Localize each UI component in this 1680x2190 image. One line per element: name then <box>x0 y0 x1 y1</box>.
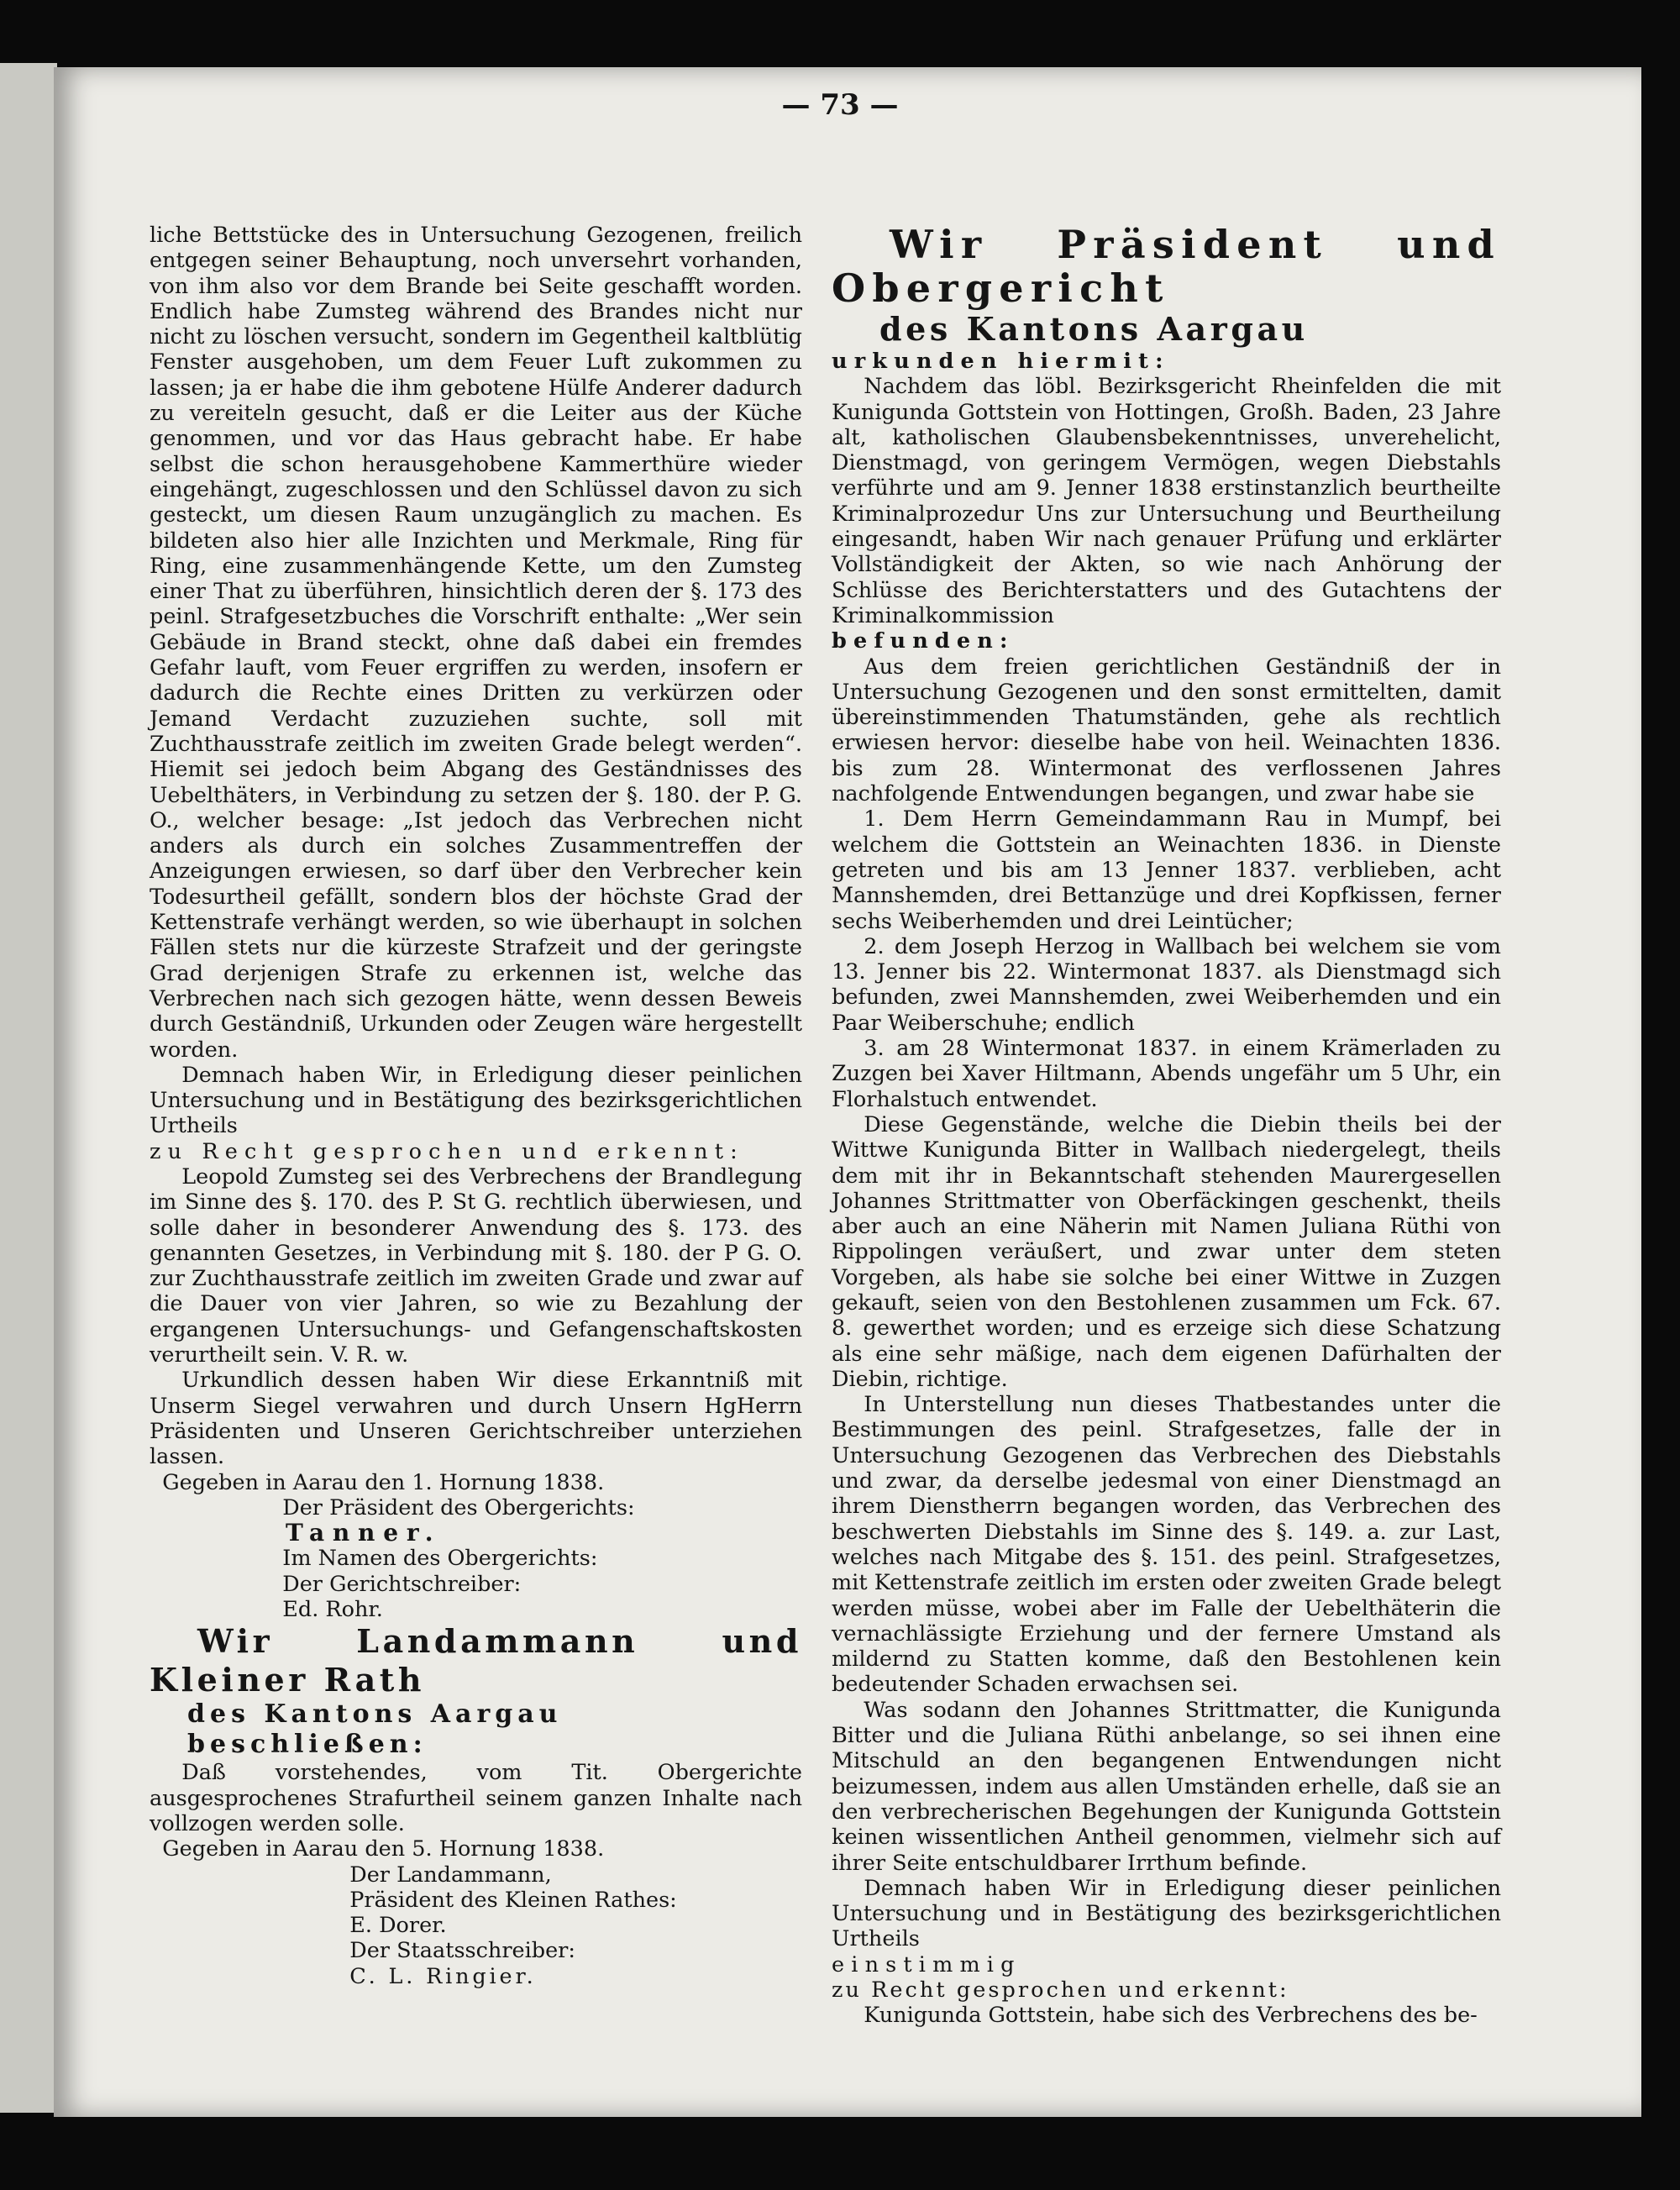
right-paragraph-7: Kunigunda Gottstein, habe sich des Verbrechens des be- <box>864 2003 1478 2029</box>
left-paragraph-1: liche Bettstücke des in Untersuchung Gezogenen, freilich entgegen seiner Behauptung, noch unversehrt vorhanden, von ihm also vor dem Brande bei Seite geschafft worden. Endlich habe Zumsteg während des Brandes nicht nur nicht zu löschen versucht, sondern im Gegentheil kaltblütig Fenster ausgehoben, um dem Feuer Luft zukommen zu lassen; ja er habe die ihm gebotene Hülfe Anderer dadurch zu vereiteln gesucht, daß er die Leiter aus der Küche genommen, und vor das Haus gebracht habe. Er habe selbst die schon herausgehobene Kammerthüre wieder eingehängt, zugeschlossen und den Schlüssel davon zu sich gesteckt, um diesen Raum unzugänglich zu machen. Es bildeten also hier alle Inzichten und Merkmale, Ring für Ring, eine zusammenhängende Kette, um den Zumsteg einer That zu überführen, hinsichtlich deren der §. 173 des peinl. Strafgesetzbuches die Vorschrift enthalte: „Wer sein Gebäude in Brand steckt, ohne daß dabei ein fremdes Gefahr lauft, vom Feuer ergriffen zu werden, insofern er dadurch die Rechte eines Dritten zu verkürzen oder Jemand Verdacht zuzuziehen suchte, soll mit Zuchthausstrafe zeitlich im zweiten Grade belegt werden“. Hiemit sei jedoch beim Abgang des Geständnisses des Uebelthäters, in Verbindung zu setzen der §. 180. der P. G. O., welcher besage: „Ist jedoch das Verbrechen nicht anders als durch ein solches Zusammentreffen der Anzeigungen erwiesen, so darf über den Verbrecher kein Todesurtheil gefällt, sondern blos der höchste Grad der Kettenstrafe verhängt werden, so wie überhaupt in solchen Fällen stets nur die kürzeste Strafzeit und der geringste Grad derjenigen Strafe zu erkennen ist, welche das Verbrechen nach sich gezogen hätte, wenn dessen Beweis durch Geständniß, Urkunden oder Zeugen wäre hergestellt worden. <box>150 223 802 1063</box>
signature-name-tanner: Tanner. <box>286 1519 442 1547</box>
right-paragraph-1: Nachdem das löbl. Bezirksgericht Rheinfelden die mit Kunigunda Gottstein von Hottingen, Großh. Baden, 23 Jahre alt, katholischen Glaubensbekenntnisses, unverehelicht, Dienstmagd, von geringem Vermögen, wegen Diebstahls verführte und am 9. Jenner 1838 erstinstanzlich beurtheilte Kriminalprozedur Uns zur Untersuchung und Beurtheilung eingesandt, haben Wir nach genauer Prüfung und erklärter Vollständigkeit der Akten, so wie nach Anhörung der Schlüsse des Berichterstatters und des Gutachtens der Kriminalkommission <box>832 374 1501 628</box>
page-number: — 73 — <box>781 88 899 122</box>
left-given-date-1: Gegeben in Aarau den 1. Hornung 1838. <box>162 1469 605 1495</box>
right-paragraph-4: In Unterstellung nun dieses Thatbestandes unter die Bestimmungen des peinl. Strafgesetzes, falle der in Untersuchung Gezogenen das Verbrechen des Diebstahls und zwar, da derselbe jedesmal von einer Dienstmagd an ihrem Dienstherrn begangen worden, das Verbrechen des beschwerten Diebstahls im Sinne des §. 149. a. zur Last, welches nach Mitgabe des §. 151. des peinl. Strafgesetzes, mit Kettenstrafe zeitlich im ersten oder zweiten Grade belegt werden müsse, wobei aber im Falle der Uebelthäterin die vernachlässigte Erziehung und der fernere Umstand als mildernd zu Statten komme, daß den Bestohlenen kein bedeutender Schaden erwachsen sei. <box>832 1392 1501 1698</box>
heading-urkunden: urkunden hiermit: <box>832 349 1170 374</box>
left-verdict-heading: zu Recht gesprochen und erkennt: <box>150 1138 744 1164</box>
heading-landammann: Wir Landammann und Kleiner Rath <box>150 1622 802 1699</box>
left-paragraph-5: Daß vorstehendes, vom Tit. Obergerichte ausgesprochenes Strafurtheil seinem ganzen Inhalte nach vollzogen werden solle. <box>150 1760 802 1836</box>
heading-obergericht: Wir Präsident und Obergericht <box>832 222 1501 311</box>
previous-page-edge <box>0 63 57 2113</box>
signature-title-landammann: Der Landammann, <box>349 1862 552 1888</box>
signature-title-court: Im Namen des Obergerichts: <box>282 1546 598 1572</box>
right-paragraph-3: Diese Gegenstände, welche die Diebin theils bei der Wittwe Kunigunda Bitter in Wallbach niedergelegt, theils dem mit ihr in Bekanntschaft stehenden Maurergesellen Johannes Strittmatter von Oberfäckingen geschenkt, theils aber auch an eine Näherin mit Namen Juliana Rüthi von Rippolingen veräußert, und zwar unter dem steten Vorgeben, als habe sie solche bei einer Wittwe in Zuzgen gekauft, seien von den Bestohlenen zusammen um Fck. 67. 8. gewerthet worden; und es erzeige sich diese Schatzung als eine sehr mäßige, nach dem eigenen Dafürhalten der Diebin, richtige. <box>832 1111 1501 1392</box>
heading-canton-right: des Kantons Aargau <box>879 310 1309 348</box>
signature-title-state-secretary: Der Staatsschreiber: <box>349 1938 575 1964</box>
heading-befunden: befunden: <box>832 628 1015 654</box>
right-list-item-3: 3. am 28 Wintermonat 1837. in einem Krämerladen zu Zuzgen bei Xaver Hiltmann, Abends ungefähr um 5 Uhr, ein Florhalstuch entwendet. <box>832 1036 1501 1112</box>
signature-name-rohr: Ed. Rohr. <box>282 1597 383 1623</box>
signature-title-president: Der Präsident des Obergerichts: <box>282 1494 635 1520</box>
right-paragraph-6: Demnach haben Wir in Erledigung dieser peinlichen Untersuchung und in Bestätigung des bezirksgerichtlichen Urtheils <box>832 1875 1501 1952</box>
right-verdict-heading: zu Recht gesprochen und erkennt: <box>832 1977 1289 2003</box>
left-paragraph-2: Demnach haben Wir, in Erledigung dieser peinlichen Untersuchung und in Bestätigung des bezirksgerichtlichen Urtheils <box>150 1062 802 1139</box>
left-paragraph-4: Urkundlich dessen haben Wir diese Erkanntniß mit Unserm Siegel verwahren und durch Unsern HgHerrn Präsidenten und Unseren Gerichtschreiber unterziehen lassen. <box>150 1368 802 1470</box>
heading-einstimmig: einstimmig <box>832 1951 1021 1977</box>
signature-name-ringier: C. L. Ringier. <box>349 1963 537 1989</box>
left-paragraph-3: Leopold Zumsteg sei des Verbrechens der Brandlegung im Sinne des §. 170. des P. St G. rechtlich überwiesen, und solle daher in besonderer Anwendung des §. 173. des genannten Gesetzes, in Verbindung mit §. 180. der P G. O. zur Zuchthausstrafe zeitlich im zweiten Grade und zwar auf die Dauer von vier Jahren, so wie zu Bezahlung der ergangenen Untersuchungs- und Gefangenschaftskosten verurtheilt sein. V. R. w. <box>150 1163 802 1368</box>
signature-title-clerk: Der Gerichtschreiber: <box>282 1571 522 1597</box>
right-column <box>832 223 1501 2029</box>
right-paragraph-2: Aus dem freien gerichtlichen Geständniß der in Untersuchung Gezogenen und den sonst ermittelten, damit übereinstimmenden Thatumständen, gehe als rechtlich erwiesen hervor: dieselbe habe von heil. Weinachten 1836. bis zum 28. Wintermonat des verflossenen Jahres nachfolgende Entwendungen begangen, und zwar habe sie <box>832 654 1501 807</box>
left-given-date-2: Gegeben in Aarau den 5. Hornung 1838. <box>162 1836 605 1862</box>
heading-canton-left: des Kantons Aargau <box>187 1699 563 1730</box>
right-list-item-1: 1. Dem Herrn Gemeindammann Rau in Mumpf, bei welchem die Gottstein an Weinachten 1836. in Dienste getreten und bis am 13 Jenner 1837. verblieben, acht Mannshemden, drei Bettanzüge und drei Kopfkissen, ferner sechs Weiberhemden und drei Leintücher; <box>832 806 1501 934</box>
right-list-item-2: 2. dem Joseph Herzog in Wallbach bei welchem sie vom 13. Jenner bis 22. Wintermonat 1837. als Dienstmagd sich befunden, zwei Mannshemden, zwei Weiberhemden und ein Paar Weiberschuhe; endlich <box>832 933 1501 1036</box>
signature-title-council-president: Präsident des Kleinen Rathes: <box>349 1887 677 1913</box>
right-paragraph-5: Was sodann den Johannes Strittmatter, die Kunigunda Bitter und die Juliana Rüthi anbelange, so sei ihnen eine Mitschuld an den begangenen Entwendungen nicht beizumessen, indem aus allen Umständen erhelle, daß sie an den verbrecherischen Begehungen der Kunigunda Gottstein keinen wissentlichen Antheil genommen, vielmehr sich auf ihrer Seite entschuldbarer Irrthum befinde. <box>832 1697 1501 1876</box>
left-column <box>150 223 802 1989</box>
signature-name-dorer: E. Dorer. <box>349 1913 447 1939</box>
heading-beschliessen: beschließen: <box>187 1730 428 1760</box>
